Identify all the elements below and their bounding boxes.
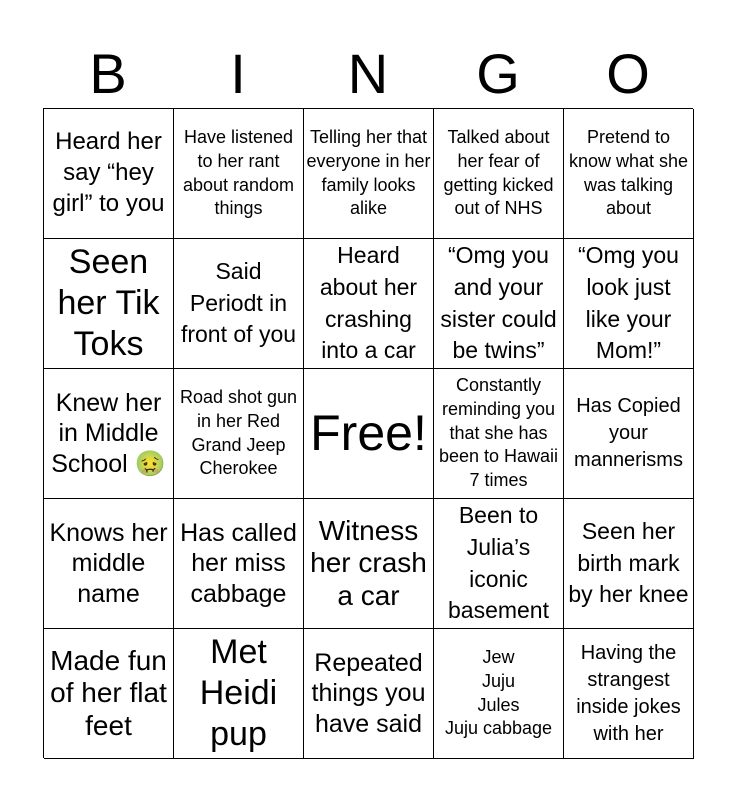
cell-text: Said Periodt in front of you [180,257,297,348]
bingo-header [43,40,693,108]
bingo-cell[interactable] [174,629,304,759]
cell-text: Repeated things you have said [311,648,426,738]
cell-text: Jew Juju Jules Juju cabbage [444,646,553,739]
bingo-cell[interactable] [44,369,174,499]
bingo-cell[interactable] [304,629,434,759]
bingo-cell[interactable] [174,499,304,629]
cell-text: Have listened to her rant about random things [182,126,295,219]
cell-text: Talked about her fear of getting kicked out of NHS [443,126,554,219]
bingo-cell[interactable] [44,239,174,369]
bingo-cell[interactable] [304,109,434,239]
header-letter-n: N [347,42,389,105]
bingo-cell[interactable] [434,499,564,629]
header-letter-o: O [606,42,650,105]
bingo-cell[interactable] [564,629,694,759]
bingo-cell[interactable] [44,499,174,629]
cell-text: Seen her Tik Toks [57,243,160,363]
bingo-cell[interactable] [174,109,304,239]
bingo-cell[interactable] [564,499,694,629]
bingo-cell[interactable] [564,109,694,239]
bingo-cell[interactable] [174,369,304,499]
bingo-cell[interactable] [434,239,564,369]
bingo-cell[interactable] [44,109,174,239]
cell-text: Witness her crash a car [310,515,427,611]
cell-text: “Omg you and your sister could be twins” [440,242,557,364]
cell-text: Heard her say “hey girl” to you [52,128,165,217]
cell-text: Road shot gun in her Red Grand Jeep Cherokee [179,386,298,479]
bingo-cell[interactable] [434,369,564,499]
cell-text: Has Copied your mannerisms [574,395,683,471]
header-letter-g: G [476,42,520,105]
cell-text: “Omg you look just like your Mom!” [578,242,679,364]
cell-text: Having the strangest inside jokes with her [576,641,681,745]
free-space[interactable] [304,369,434,499]
cell-text: Knows her middle name [49,518,168,608]
bingo-cell[interactable] [564,239,694,369]
cell-text: Telling her that everyone in her family looks alike [306,126,431,219]
cell-text: Been to Julia’s iconic basement [447,502,549,624]
bingo-board [43,108,693,758]
bingo-cell[interactable] [304,499,434,629]
header-letter-b: B [89,42,127,105]
cell-text: Pretend to know what she was talking about [568,126,689,219]
cell-text: Knew her in Middle School 🤢 [51,388,166,478]
bingo-cell[interactable] [434,109,564,239]
cell-text: Heard about her crashing into a car [319,242,418,364]
cell-text: Met Heidi pup [199,633,278,753]
bingo-cell[interactable] [174,239,304,369]
cell-text: Constantly reminding you that she has been to Hawaii 7 times [438,374,559,491]
header-letter-i: I [230,42,246,105]
bingo-cell[interactable] [434,629,564,759]
free-space-label: Free! [310,405,427,461]
bingo-cell[interactable] [564,369,694,499]
cell-text: Made fun of her flat feet [50,645,167,741]
bingo-cell[interactable] [44,629,174,759]
bingo-cell[interactable] [304,239,434,369]
cell-text: Seen her birth mark by her knee [568,517,689,608]
cell-text: Has called her miss cabbage [180,518,297,608]
